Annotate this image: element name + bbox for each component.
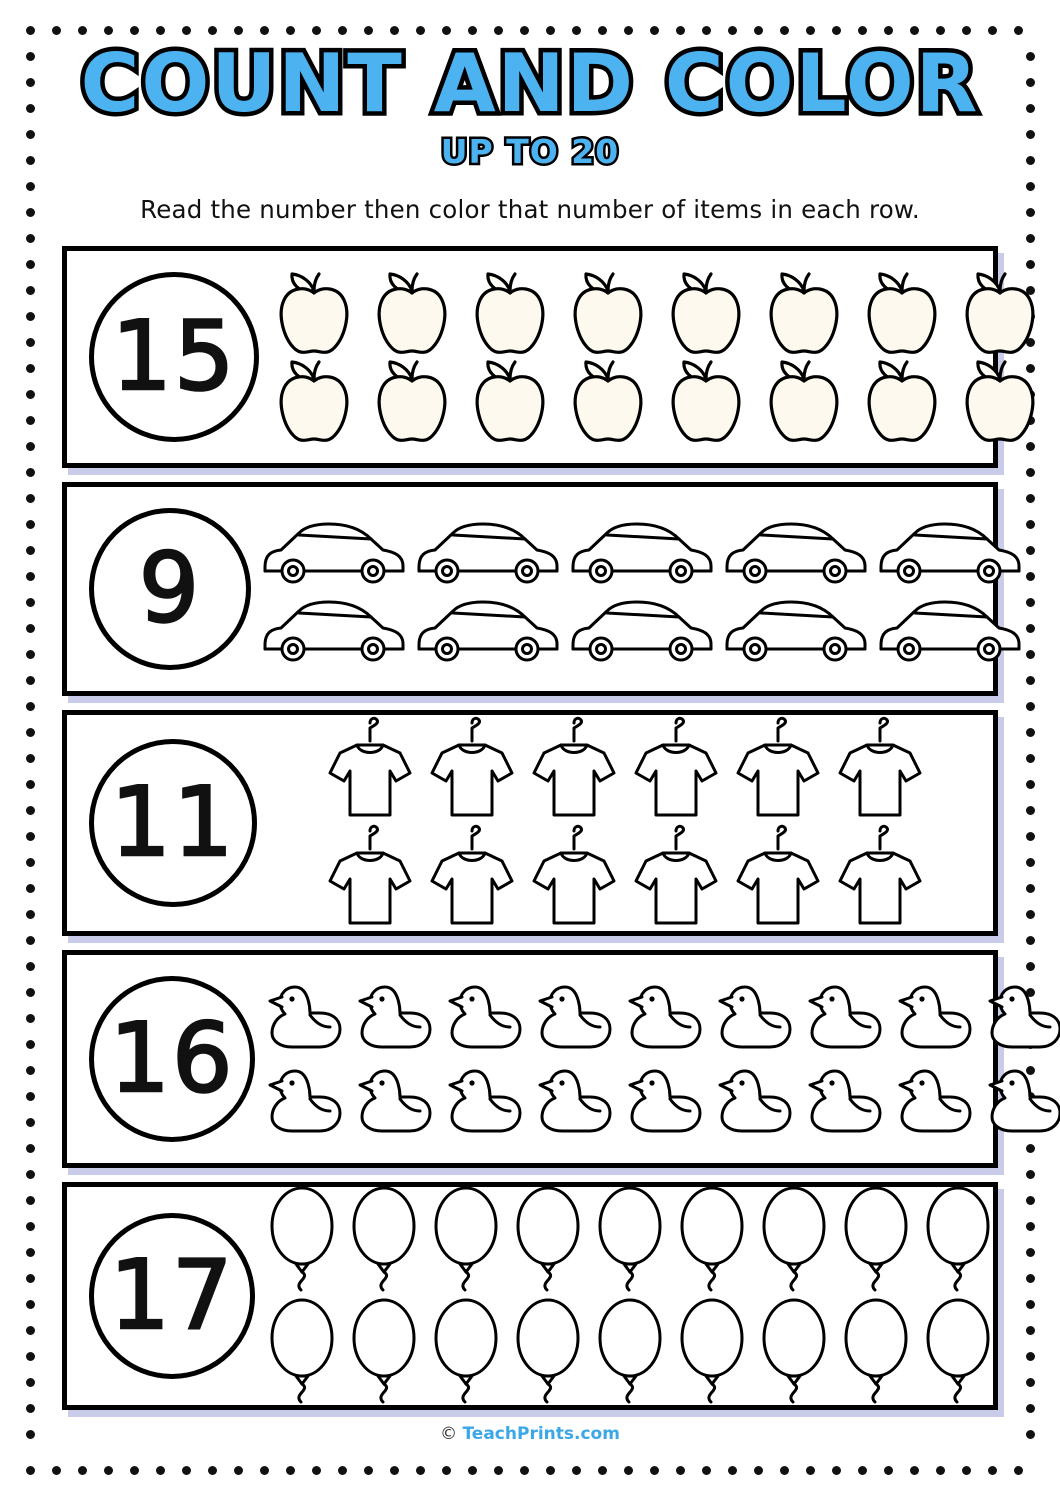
car-icon[interactable] bbox=[259, 511, 409, 589]
item-line-2[interactable] bbox=[261, 1059, 1060, 1143]
border-dot bbox=[26, 1404, 35, 1413]
border-dot bbox=[676, 26, 685, 35]
border-dot bbox=[26, 494, 35, 503]
border-dot bbox=[26, 624, 35, 633]
border-dot bbox=[104, 26, 113, 35]
apple-icon[interactable] bbox=[758, 357, 850, 445]
number-value: 15 bbox=[111, 301, 237, 412]
border-dot bbox=[156, 26, 165, 35]
border-dot bbox=[26, 936, 35, 945]
border-dot bbox=[26, 156, 35, 165]
border-dot bbox=[858, 26, 867, 35]
border-dot bbox=[910, 26, 919, 35]
border-dot bbox=[260, 1466, 269, 1475]
footer-copyright: © bbox=[440, 1424, 463, 1444]
border-dot bbox=[1026, 1300, 1035, 1309]
border-dot bbox=[182, 26, 191, 35]
balloon-icon[interactable] bbox=[263, 1296, 341, 1408]
border-dot bbox=[26, 754, 35, 763]
border-dot bbox=[884, 26, 893, 35]
border-dot bbox=[26, 806, 35, 815]
apple-icon[interactable] bbox=[268, 357, 360, 445]
tshirt-icon[interactable] bbox=[832, 715, 928, 823]
border-dot bbox=[1026, 1378, 1035, 1387]
apple-icon[interactable] bbox=[562, 269, 654, 357]
border-dot bbox=[364, 1466, 373, 1475]
border-dot bbox=[208, 26, 217, 35]
border-dot bbox=[26, 416, 35, 425]
border-dot bbox=[650, 26, 659, 35]
border-dot bbox=[1026, 780, 1035, 789]
border-dot bbox=[910, 1466, 919, 1475]
border-dot bbox=[26, 338, 35, 347]
border-dot bbox=[390, 26, 399, 35]
exercise-row[interactable] bbox=[62, 950, 998, 1168]
border-dot bbox=[728, 26, 737, 35]
car-icon[interactable] bbox=[259, 589, 409, 667]
duck-icon[interactable] bbox=[804, 1059, 888, 1143]
border-dot bbox=[26, 1248, 35, 1257]
border-dot bbox=[1026, 1248, 1035, 1257]
balloon-icon[interactable] bbox=[509, 1296, 587, 1408]
page-title: COUNT AND COLOR bbox=[80, 37, 980, 130]
border-dot bbox=[234, 1466, 243, 1475]
item-grid-apple[interactable] bbox=[259, 269, 1055, 445]
number-value: 9 bbox=[138, 533, 202, 644]
border-dot bbox=[286, 1466, 295, 1475]
tshirt-icon[interactable] bbox=[424, 823, 520, 931]
border-dot bbox=[26, 286, 35, 295]
tshirt-icon[interactable] bbox=[424, 715, 520, 823]
border-dot bbox=[1026, 1430, 1035, 1439]
border-dot bbox=[988, 1466, 997, 1475]
tshirt-icon[interactable] bbox=[628, 823, 724, 931]
duck-icon[interactable] bbox=[354, 975, 438, 1059]
border-dot bbox=[26, 1118, 35, 1127]
border-dot bbox=[338, 1466, 347, 1475]
duck-icon[interactable] bbox=[264, 1059, 348, 1143]
number-value: 16 bbox=[109, 1003, 235, 1114]
worksheet-page bbox=[62, 36, 998, 1466]
border-dot bbox=[572, 1466, 581, 1475]
border-dot bbox=[26, 962, 35, 971]
border-dot bbox=[1026, 1326, 1035, 1335]
border-dot bbox=[26, 1092, 35, 1101]
border-dot bbox=[26, 52, 35, 61]
border-dot bbox=[676, 1466, 685, 1475]
border-dot bbox=[1026, 702, 1035, 711]
border-dot bbox=[26, 728, 35, 737]
border-dot bbox=[754, 1466, 763, 1475]
border-dot bbox=[26, 364, 35, 373]
duck-icon[interactable] bbox=[624, 1059, 708, 1143]
balloon-icon[interactable] bbox=[263, 1184, 341, 1296]
car-icon[interactable] bbox=[567, 589, 717, 667]
apple-icon[interactable] bbox=[856, 269, 948, 357]
border-dot bbox=[208, 1466, 217, 1475]
border-dot bbox=[26, 988, 35, 997]
tshirt-icon[interactable] bbox=[526, 823, 622, 931]
border-dot bbox=[754, 26, 763, 35]
duck-icon[interactable] bbox=[714, 975, 798, 1059]
footer-credit bbox=[62, 1424, 998, 1444]
border-dot bbox=[26, 832, 35, 841]
border-dot bbox=[234, 26, 243, 35]
border-dot bbox=[806, 26, 815, 35]
border-dot bbox=[1026, 468, 1035, 477]
item-grid-balloon[interactable] bbox=[255, 1184, 1005, 1408]
border-dot bbox=[494, 26, 503, 35]
duck-icon[interactable] bbox=[264, 975, 348, 1059]
duck-icon[interactable] bbox=[534, 1059, 618, 1143]
number-badge bbox=[89, 272, 259, 442]
duck-icon[interactable] bbox=[444, 1059, 528, 1143]
border-dot bbox=[26, 1300, 35, 1309]
border-dot bbox=[26, 104, 35, 113]
border-dot bbox=[962, 1466, 971, 1475]
border-dot bbox=[130, 26, 139, 35]
border-dot bbox=[52, 1466, 61, 1475]
border-dot bbox=[26, 910, 35, 919]
border-dot bbox=[78, 1466, 87, 1475]
balloon-icon[interactable] bbox=[837, 1296, 915, 1408]
border-dot bbox=[520, 1466, 529, 1475]
border-dot bbox=[26, 1196, 35, 1205]
balloon-icon[interactable] bbox=[345, 1184, 423, 1296]
car-icon[interactable] bbox=[567, 511, 717, 589]
tshirt-icon[interactable] bbox=[322, 715, 418, 823]
balloon-icon[interactable] bbox=[755, 1184, 833, 1296]
apple-icon[interactable] bbox=[660, 357, 752, 445]
item-line-1[interactable] bbox=[261, 1184, 999, 1296]
border-dot bbox=[312, 26, 321, 35]
border-dot bbox=[1014, 1466, 1023, 1475]
border-dot bbox=[468, 26, 477, 35]
border-dot bbox=[26, 312, 35, 321]
border-dot bbox=[364, 26, 373, 35]
border-dot bbox=[26, 260, 35, 269]
border-dot bbox=[442, 26, 451, 35]
border-dot bbox=[1026, 234, 1035, 243]
border-dot bbox=[936, 26, 945, 35]
tshirt-icon[interactable] bbox=[730, 823, 826, 931]
number-badge bbox=[89, 508, 251, 670]
balloon-icon[interactable] bbox=[837, 1184, 915, 1296]
tshirt-icon[interactable] bbox=[526, 715, 622, 823]
number-badge bbox=[89, 976, 255, 1142]
balloon-icon[interactable] bbox=[919, 1184, 997, 1296]
balloon-icon[interactable] bbox=[673, 1296, 751, 1408]
border-dot bbox=[26, 780, 35, 789]
balloon-icon[interactable] bbox=[427, 1296, 505, 1408]
border-dot bbox=[624, 26, 633, 35]
item-grid-duck[interactable] bbox=[255, 975, 1060, 1143]
border-dot bbox=[26, 1040, 35, 1049]
border-dot bbox=[1026, 156, 1035, 165]
border-dot bbox=[494, 1466, 503, 1475]
item-line-2[interactable] bbox=[319, 823, 931, 931]
border-dot bbox=[26, 702, 35, 711]
border-dot bbox=[52, 26, 61, 35]
border-dot bbox=[1026, 260, 1035, 269]
worksheet-header bbox=[62, 37, 998, 171]
apple-icon[interactable] bbox=[660, 269, 752, 357]
duck-icon[interactable] bbox=[804, 975, 888, 1059]
duck-icon[interactable] bbox=[894, 975, 978, 1059]
border-dot bbox=[338, 26, 347, 35]
duck-icon[interactable] bbox=[984, 1059, 1060, 1143]
border-dot bbox=[286, 26, 295, 35]
border-dot bbox=[1026, 494, 1035, 503]
border-dot bbox=[1026, 208, 1035, 217]
balloon-icon[interactable] bbox=[509, 1184, 587, 1296]
duck-icon[interactable] bbox=[354, 1059, 438, 1143]
border-dot bbox=[26, 1014, 35, 1023]
apple-icon[interactable] bbox=[954, 269, 1046, 357]
border-dot bbox=[702, 26, 711, 35]
border-dot bbox=[26, 1144, 35, 1153]
exercise-row[interactable] bbox=[62, 1182, 998, 1410]
apple-icon[interactable] bbox=[856, 357, 948, 445]
border-dot bbox=[26, 546, 35, 555]
item-line-1[interactable] bbox=[261, 975, 1060, 1059]
duck-icon[interactable] bbox=[534, 975, 618, 1059]
car-icon[interactable] bbox=[721, 511, 871, 589]
car-icon[interactable] bbox=[721, 589, 871, 667]
border-dot bbox=[156, 1466, 165, 1475]
duck-icon[interactable] bbox=[984, 975, 1060, 1059]
border-dot bbox=[1026, 806, 1035, 815]
border-dot bbox=[26, 1170, 35, 1179]
border-dot bbox=[728, 1466, 737, 1475]
border-dot bbox=[546, 1466, 555, 1475]
border-dot bbox=[780, 26, 789, 35]
apple-icon[interactable] bbox=[464, 269, 556, 357]
border-dot bbox=[624, 1466, 633, 1475]
border-dot bbox=[832, 26, 841, 35]
balloon-icon[interactable] bbox=[427, 1184, 505, 1296]
border-dot bbox=[26, 1378, 35, 1387]
border-dot bbox=[1026, 1404, 1035, 1413]
border-dot bbox=[442, 1466, 451, 1475]
border-dot bbox=[26, 650, 35, 659]
item-line-1[interactable] bbox=[265, 269, 1049, 357]
border-dot bbox=[1026, 78, 1035, 87]
number-badge bbox=[89, 739, 257, 907]
apple-icon[interactable] bbox=[268, 269, 360, 357]
car-icon[interactable] bbox=[875, 511, 1025, 589]
exercise-row[interactable] bbox=[62, 246, 998, 468]
border-dot bbox=[26, 468, 35, 477]
item-line-2[interactable] bbox=[257, 589, 1027, 667]
border-dot bbox=[1026, 1196, 1035, 1205]
border-dot bbox=[1026, 884, 1035, 893]
border-dot bbox=[26, 1274, 35, 1283]
border-dot bbox=[702, 1466, 711, 1475]
border-dot bbox=[1026, 182, 1035, 191]
border-dot bbox=[104, 1466, 113, 1475]
duck-icon[interactable] bbox=[444, 975, 528, 1059]
border-dot bbox=[78, 26, 87, 35]
car-icon[interactable] bbox=[413, 589, 563, 667]
border-dot bbox=[546, 26, 555, 35]
border-dot bbox=[1026, 832, 1035, 841]
border-dot bbox=[598, 26, 607, 35]
exercise-row[interactable] bbox=[62, 710, 998, 936]
item-grid-car[interactable] bbox=[251, 511, 1033, 667]
border-dot bbox=[390, 1466, 399, 1475]
item-line-2[interactable] bbox=[265, 357, 1049, 445]
balloon-icon[interactable] bbox=[755, 1296, 833, 1408]
item-line-1[interactable] bbox=[257, 511, 1027, 589]
border-dot bbox=[26, 572, 35, 581]
border-dot bbox=[26, 1222, 35, 1231]
border-dot bbox=[26, 858, 35, 867]
border-dot bbox=[130, 1466, 139, 1475]
border-dot bbox=[962, 26, 971, 35]
balloon-icon[interactable] bbox=[673, 1184, 751, 1296]
border-dot bbox=[26, 1430, 35, 1439]
item-grid-tshirt[interactable] bbox=[257, 715, 993, 931]
border-dot bbox=[936, 1466, 945, 1475]
tshirt-icon[interactable] bbox=[322, 823, 418, 931]
border-dot bbox=[26, 1466, 35, 1475]
border-dot bbox=[26, 598, 35, 607]
duck-icon[interactable] bbox=[624, 975, 708, 1059]
number-badge bbox=[89, 1213, 255, 1379]
border-dot bbox=[26, 884, 35, 893]
footer-brand: TeachPrints.com bbox=[462, 1424, 620, 1444]
apple-icon[interactable] bbox=[366, 269, 458, 357]
border-dot bbox=[1026, 962, 1035, 971]
border-dot bbox=[26, 234, 35, 243]
border-dot bbox=[26, 208, 35, 217]
apple-icon[interactable] bbox=[366, 357, 458, 445]
border-dot bbox=[26, 390, 35, 399]
apple-icon[interactable] bbox=[954, 357, 1046, 445]
tshirt-icon[interactable] bbox=[832, 823, 928, 931]
car-icon[interactable] bbox=[413, 511, 563, 589]
border-dot bbox=[26, 442, 35, 451]
tshirt-icon[interactable] bbox=[730, 715, 826, 823]
border-dot bbox=[832, 1466, 841, 1475]
car-icon[interactable] bbox=[875, 589, 1025, 667]
border-dot bbox=[1026, 728, 1035, 737]
border-dot bbox=[1014, 26, 1023, 35]
border-dot bbox=[1026, 910, 1035, 919]
border-dot bbox=[1026, 1144, 1035, 1153]
number-value: 17 bbox=[109, 1240, 235, 1351]
balloon-icon[interactable] bbox=[919, 1296, 997, 1408]
border-dot bbox=[26, 182, 35, 191]
border-dot bbox=[26, 1326, 35, 1335]
duck-icon[interactable] bbox=[714, 1059, 798, 1143]
border-dot bbox=[182, 1466, 191, 1475]
page-subtitle: UP TO 20 bbox=[440, 132, 620, 171]
border-dot bbox=[416, 1466, 425, 1475]
border-dot bbox=[1026, 1352, 1035, 1361]
exercise-row[interactable] bbox=[62, 482, 998, 696]
border-dot bbox=[780, 1466, 789, 1475]
border-dot bbox=[650, 1466, 659, 1475]
item-line-1[interactable] bbox=[319, 715, 931, 823]
border-dot bbox=[1026, 1274, 1035, 1283]
item-line-2[interactable] bbox=[261, 1296, 999, 1408]
border-dot bbox=[1026, 104, 1035, 113]
border-dot bbox=[1026, 754, 1035, 763]
border-dot bbox=[26, 520, 35, 529]
apple-icon[interactable] bbox=[562, 357, 654, 445]
border-dot bbox=[416, 26, 425, 35]
border-dot bbox=[1026, 130, 1035, 139]
balloon-icon[interactable] bbox=[591, 1184, 669, 1296]
instructions-text: Read the number then color that number of items in each row. bbox=[140, 195, 920, 224]
border-dot bbox=[26, 1352, 35, 1361]
border-dot bbox=[520, 26, 529, 35]
border-dot bbox=[572, 26, 581, 35]
border-dot bbox=[26, 26, 35, 35]
border-dot bbox=[884, 1466, 893, 1475]
apple-icon[interactable] bbox=[758, 269, 850, 357]
border-dot bbox=[988, 26, 997, 35]
tshirt-icon[interactable] bbox=[628, 715, 724, 823]
balloon-icon[interactable] bbox=[591, 1296, 669, 1408]
apple-icon[interactable] bbox=[464, 357, 556, 445]
balloon-icon[interactable] bbox=[345, 1296, 423, 1408]
exercise-rows bbox=[62, 246, 998, 1410]
border-dot bbox=[1026, 1170, 1035, 1179]
border-dot bbox=[26, 1066, 35, 1075]
border-dot bbox=[598, 1466, 607, 1475]
border-dot bbox=[806, 1466, 815, 1475]
border-dot bbox=[468, 1466, 477, 1475]
border-dot bbox=[260, 26, 269, 35]
border-dot bbox=[1026, 1222, 1035, 1231]
border-dot bbox=[312, 1466, 321, 1475]
border-dot bbox=[26, 78, 35, 87]
border-dot bbox=[1026, 936, 1035, 945]
duck-icon[interactable] bbox=[894, 1059, 978, 1143]
border-dot bbox=[1026, 858, 1035, 867]
border-dot bbox=[858, 1466, 867, 1475]
border-dot bbox=[26, 676, 35, 685]
number-value: 11 bbox=[110, 767, 236, 878]
border-dot bbox=[26, 130, 35, 139]
border-dot bbox=[1026, 52, 1035, 61]
border-dot bbox=[1026, 676, 1035, 685]
